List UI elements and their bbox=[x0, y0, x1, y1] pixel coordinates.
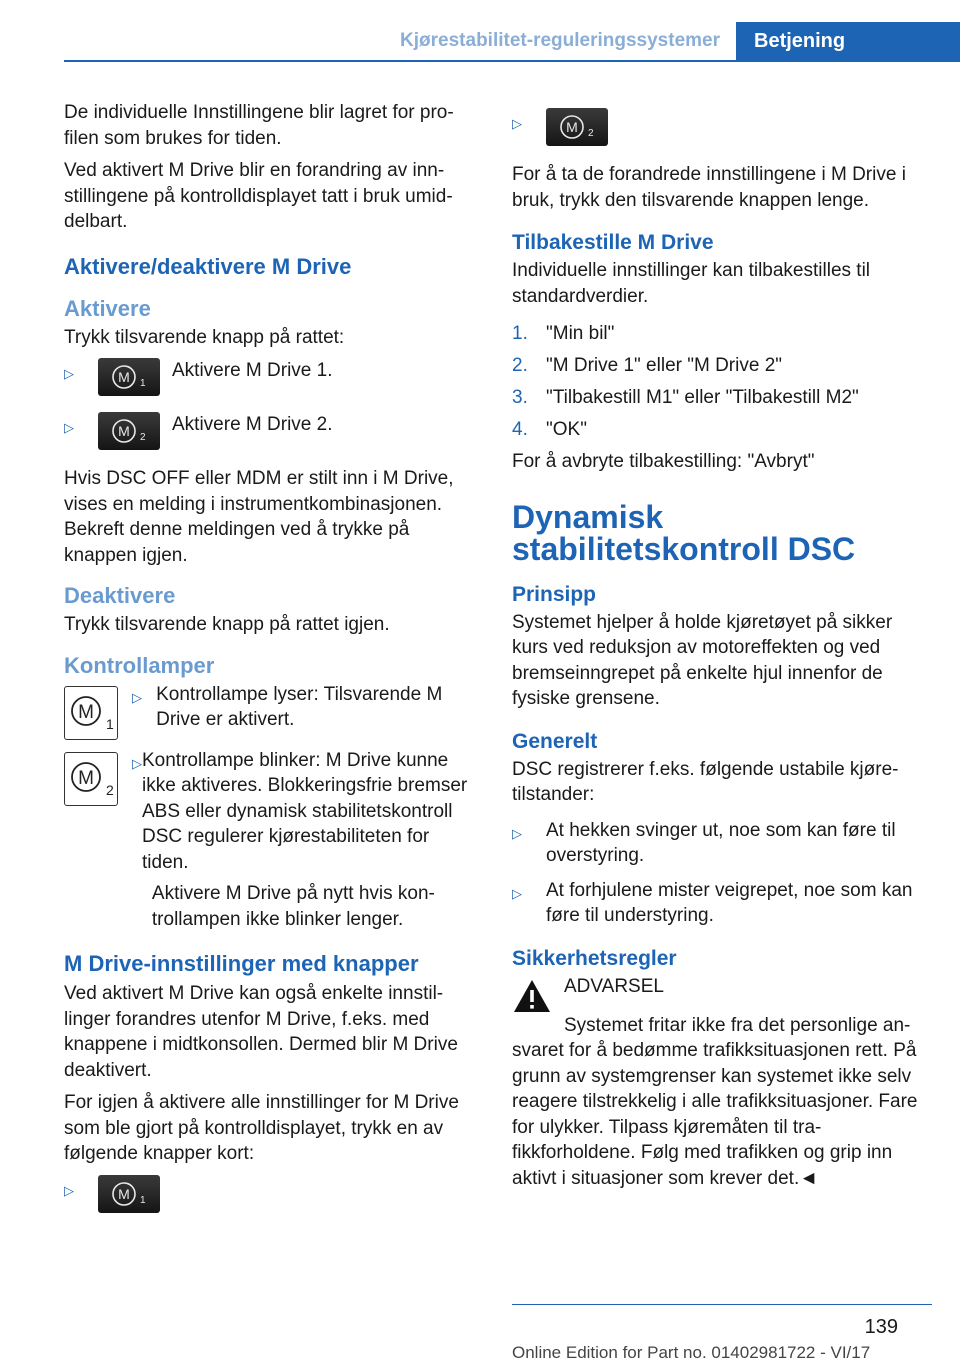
bullet-triangle-icon: ▷ bbox=[132, 755, 142, 771]
step-item: 4. "OK" bbox=[512, 419, 587, 440]
prinsipp-text: Systemet hjelper å holde kjøretøyet på sikker kurs ved reduksjon av motoreffekten og ved bremseinngrepet på enkelte hjul innenfor de fysiske grensene. bbox=[512, 611, 893, 709]
svg-text:M: M bbox=[566, 119, 578, 135]
svg-text:2: 2 bbox=[140, 432, 146, 443]
warning-block bbox=[512, 974, 932, 1014]
heading-activate-deactivate: Aktivere/deaktivere M Drive bbox=[64, 253, 352, 279]
step-item: 2. "M Drive 1" eller "M Drive 2" bbox=[512, 355, 783, 376]
page-number: 139 bbox=[864, 1316, 898, 1338]
m2-indicator-lamp-icon bbox=[64, 752, 118, 806]
heading-innstillinger: M Drive-innstillinger med knapper bbox=[64, 951, 419, 976]
header-section-title: Kjørestabilitet-reguleringssystemer bbox=[400, 30, 720, 51]
svg-text:M: M bbox=[118, 369, 130, 385]
heading-reset: Tilbakestille M Drive bbox=[512, 231, 714, 254]
svg-text:M: M bbox=[78, 767, 94, 789]
list-item: ▷ At forhjulene mister veigrepet, noe som kan føre til understyring. bbox=[512, 878, 932, 929]
lamp2-extra-text: Aktivere M Drive på nytt hvis kontrollampen ikke blinker lenger. bbox=[151, 883, 435, 930]
paragraph-profile: De individuelle Innstillingene blir lagret for profilen som brukes for tiden. bbox=[64, 102, 454, 149]
svg-text:1: 1 bbox=[140, 1194, 146, 1206]
header-rule bbox=[64, 60, 960, 62]
bullet-triangle-icon: ▷ bbox=[512, 825, 522, 841]
list-item: ▷ At hekken svinger ut, noe som kan føre til overstyring. bbox=[512, 818, 932, 869]
paragraph-innst-2: For igjen å aktivere alle innstillinger for M Drive som ble gjort på kontrolldisplayet, trykk en av følgende knapper kort: bbox=[64, 1092, 459, 1164]
footer-edition: Online Edition for Part no. 01402981722 - VI/17 bbox=[512, 1343, 871, 1362]
paragraph-innst-1: Ved aktivert M Drive kan også enkelte innstillinger forandres utenfor M Drive, f.eks. med knappene i midtkonsollen. Dermed blir M Drive deaktivert. bbox=[64, 983, 458, 1081]
list-item-m1 bbox=[64, 358, 480, 400]
lamp1-text: Kontrollampe lyser: Tilsvarende M Drive er aktivert. bbox=[156, 683, 443, 730]
m1-button-icon bbox=[98, 358, 160, 396]
step-item: 1. "Min bil" bbox=[512, 323, 615, 344]
reset-intro: Individuelle innstillinger kan tilbakestilles til standardverdier. bbox=[512, 260, 871, 307]
m1-button-icon bbox=[98, 1175, 160, 1213]
bullet-triangle-icon: ▷ bbox=[64, 420, 74, 435]
m1-indicator-lamp-icon bbox=[64, 686, 118, 740]
warning-triangle-icon bbox=[512, 978, 552, 1014]
paragraph-immediate: Ved aktivert M Drive blir en forandring av innstillingene på kontrolldisplayet tatt i bruk umiddelbart. bbox=[64, 160, 453, 232]
warning-title: ADVARSEL bbox=[564, 975, 664, 997]
lamp-item-2 bbox=[64, 748, 480, 933]
bullet-triangle-icon: ▷ bbox=[64, 1182, 74, 1198]
heading-dsc: Dynamisk stabilitetskontroll DSC bbox=[512, 498, 856, 567]
right-column bbox=[512, 100, 932, 1191]
paragraph-long-press: For å ta de forandrede innstillingene i M Drive i bruk, trykk den tilsvarende knappen lenge. bbox=[512, 164, 906, 211]
heading-prinsipp: Prinsipp bbox=[512, 582, 597, 606]
svg-text:1: 1 bbox=[140, 378, 146, 389]
heading-generelt: Generelt bbox=[512, 729, 598, 753]
svg-text:M: M bbox=[118, 423, 130, 439]
list-item-m2 bbox=[64, 412, 480, 454]
bullet-triangle-icon: ▷ bbox=[512, 885, 522, 901]
warning-text: Systemet fritar ikke fra det personlige ansvaret for å bedømme trafikksituasjonen rett. På grunn av systemgrenser kan systemet ikke selv reagere tilstrekkelig i alle trafikksituasjoner. Fare for ulykker. Tilpass kjøremåten til trafikkforholdene. Følg med trafikken og grip inn aktivt i situasjoner som krever det.◄ bbox=[512, 1014, 918, 1189]
svg-text:M: M bbox=[118, 1185, 130, 1202]
svg-text:M: M bbox=[78, 701, 94, 723]
step-item: 3. "Tilbakestill M1" eller "Tilbakestill M2" bbox=[512, 387, 859, 408]
heading-kontrollamper: Kontrollamper bbox=[64, 652, 215, 678]
list-item-label: Aktivere M Drive 2. bbox=[172, 414, 333, 435]
generelt-text: DSC registrerer f.eks. følgende ustabile kjøretilstander: bbox=[512, 758, 899, 805]
svg-text:1: 1 bbox=[106, 715, 114, 732]
list-item-label: Aktivere M Drive 1. bbox=[172, 360, 333, 381]
aktivere-intro: Trykk tilsvarende knapp på rattet: bbox=[64, 326, 345, 348]
svg-text:2: 2 bbox=[588, 128, 594, 139]
heading-aktivere: Aktivere bbox=[64, 295, 151, 321]
heading-deaktivere: Deaktivere bbox=[64, 583, 176, 608]
m2-button-icon bbox=[98, 412, 160, 450]
bullet-triangle-icon: ▷ bbox=[132, 689, 142, 705]
list-item-m2-long bbox=[512, 108, 932, 150]
deaktivere-text: Trykk tilsvarende knapp på rattet igjen. bbox=[64, 614, 390, 635]
header-chapter-tab: Betjening bbox=[736, 22, 960, 62]
heading-sikkerhet: Sikkerhetsregler bbox=[512, 946, 677, 970]
cancel-text: For å avbryte tilbakestilling: "Avbryt" bbox=[512, 451, 815, 472]
bullet-triangle-icon: ▷ bbox=[64, 366, 74, 381]
left-column bbox=[64, 100, 480, 1229]
m2-button-icon bbox=[546, 108, 608, 146]
list-item-m1-short bbox=[64, 1175, 480, 1217]
lamp2-text: Kontrollampe blinker: M Drive kunne ikke aktiveres. Blokkeringsfrie bremser ABS eller dynamisk stabilitetskontroll DSC regulerer kjørestabiliteten for tiden. bbox=[142, 749, 468, 873]
paragraph-dsc-note: Hvis DSC OFF eller MDM er stilt inn i M Drive, vises en melding i instrumentkombinasjonen. Bekreft denne meldingen ved å trykke på knappen igjen. bbox=[64, 468, 454, 566]
bullet-triangle-icon: ▷ bbox=[512, 116, 522, 131]
lamp-item-1 bbox=[64, 682, 480, 740]
footer-rule bbox=[512, 1304, 932, 1305]
svg-text:2: 2 bbox=[106, 781, 114, 798]
